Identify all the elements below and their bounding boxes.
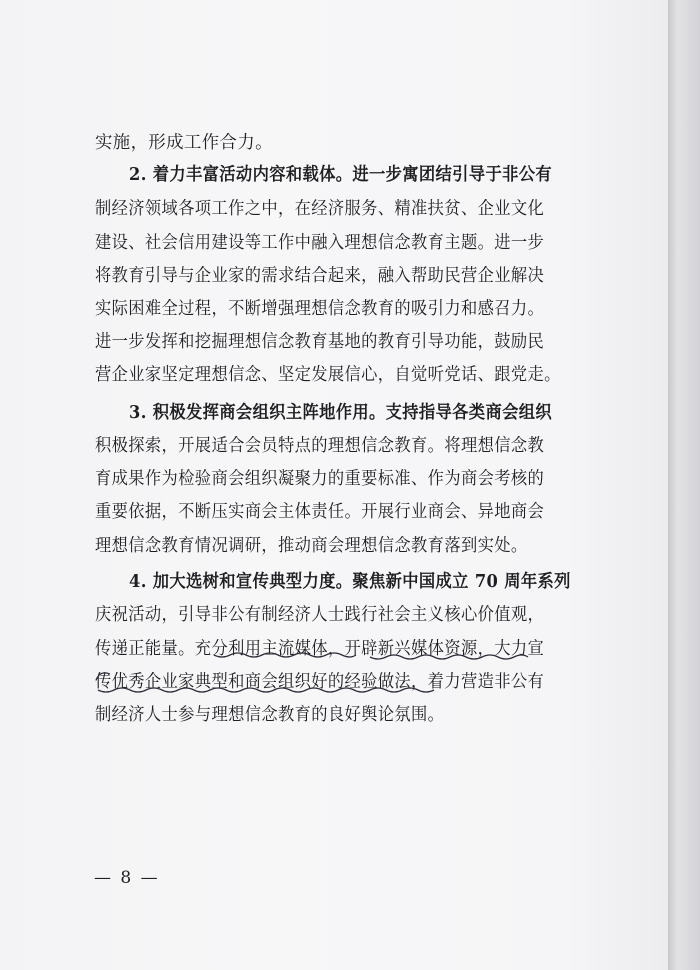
body-line-14: 4. 加大选树和宣传典型力度。聚焦新中国成立 70 周年系列 xyxy=(129,572,571,592)
body-line-18: 制经济人士参与理想信念教育的良好舆论氛围。 xyxy=(95,705,445,725)
body-line-11: 育成果作为检验商会组织凝聚力的重要标准、作为商会考核的 xyxy=(95,469,545,489)
body-line-12: 重要依据，不断压实商会主体责任。开展行业商会、异地商会 xyxy=(95,502,545,522)
body-line-5: 将教育引导与企业家的需求结合起来，融入帮助民营企业解决 xyxy=(95,266,545,286)
page-edge-shadow xyxy=(668,0,700,970)
page-number: — 8 — xyxy=(94,868,160,888)
body-line-1: 实施，形成工作合力。 xyxy=(95,133,273,153)
body-line-8: 营企业家坚定理想信念、坚定发展信心，自觉听党话、跟党走。 xyxy=(95,365,561,385)
body-line-16: 传递正能量。充分利用主流媒体，开辟新兴媒体资源，大力宣 xyxy=(95,639,545,659)
body-line-2: 2. 着力丰富活动内容和载体。进一步寓团结引导于非公有 xyxy=(129,165,552,185)
body-line-7: 进一步发挥和挖掘理想信念教育基地的教育引导功能，鼓励民 xyxy=(95,332,545,352)
body-line-4: 建设、社会信用建设等工作中融入理想信念教育主题。进一步 xyxy=(95,233,545,253)
body-line-13: 理想信念教育情况调研，推动商会理想信念教育落到实处。 xyxy=(95,536,528,556)
body-line-10: 积极探索，开展适合会员特点的理想信念教育。将理想信念教 xyxy=(95,436,545,456)
body-line-15: 庆祝活动，引导非公有制经济人士践行社会主义核心价值观， xyxy=(95,605,545,625)
body-line-9: 3. 积极发挥商会组织主阵地作用。支持指导各类商会组织 xyxy=(129,403,552,423)
body-line-17: 传优秀企业家典型和商会组织好的经验做法，着力营造非公有 xyxy=(95,672,545,692)
body-line-6: 实际困难全过程，不断增强理想信念教育的吸引力和感召力。 xyxy=(95,299,545,319)
body-line-3: 制经济领域各项工作之中，在经济服务、精准扶贫、企业文化 xyxy=(95,199,545,219)
